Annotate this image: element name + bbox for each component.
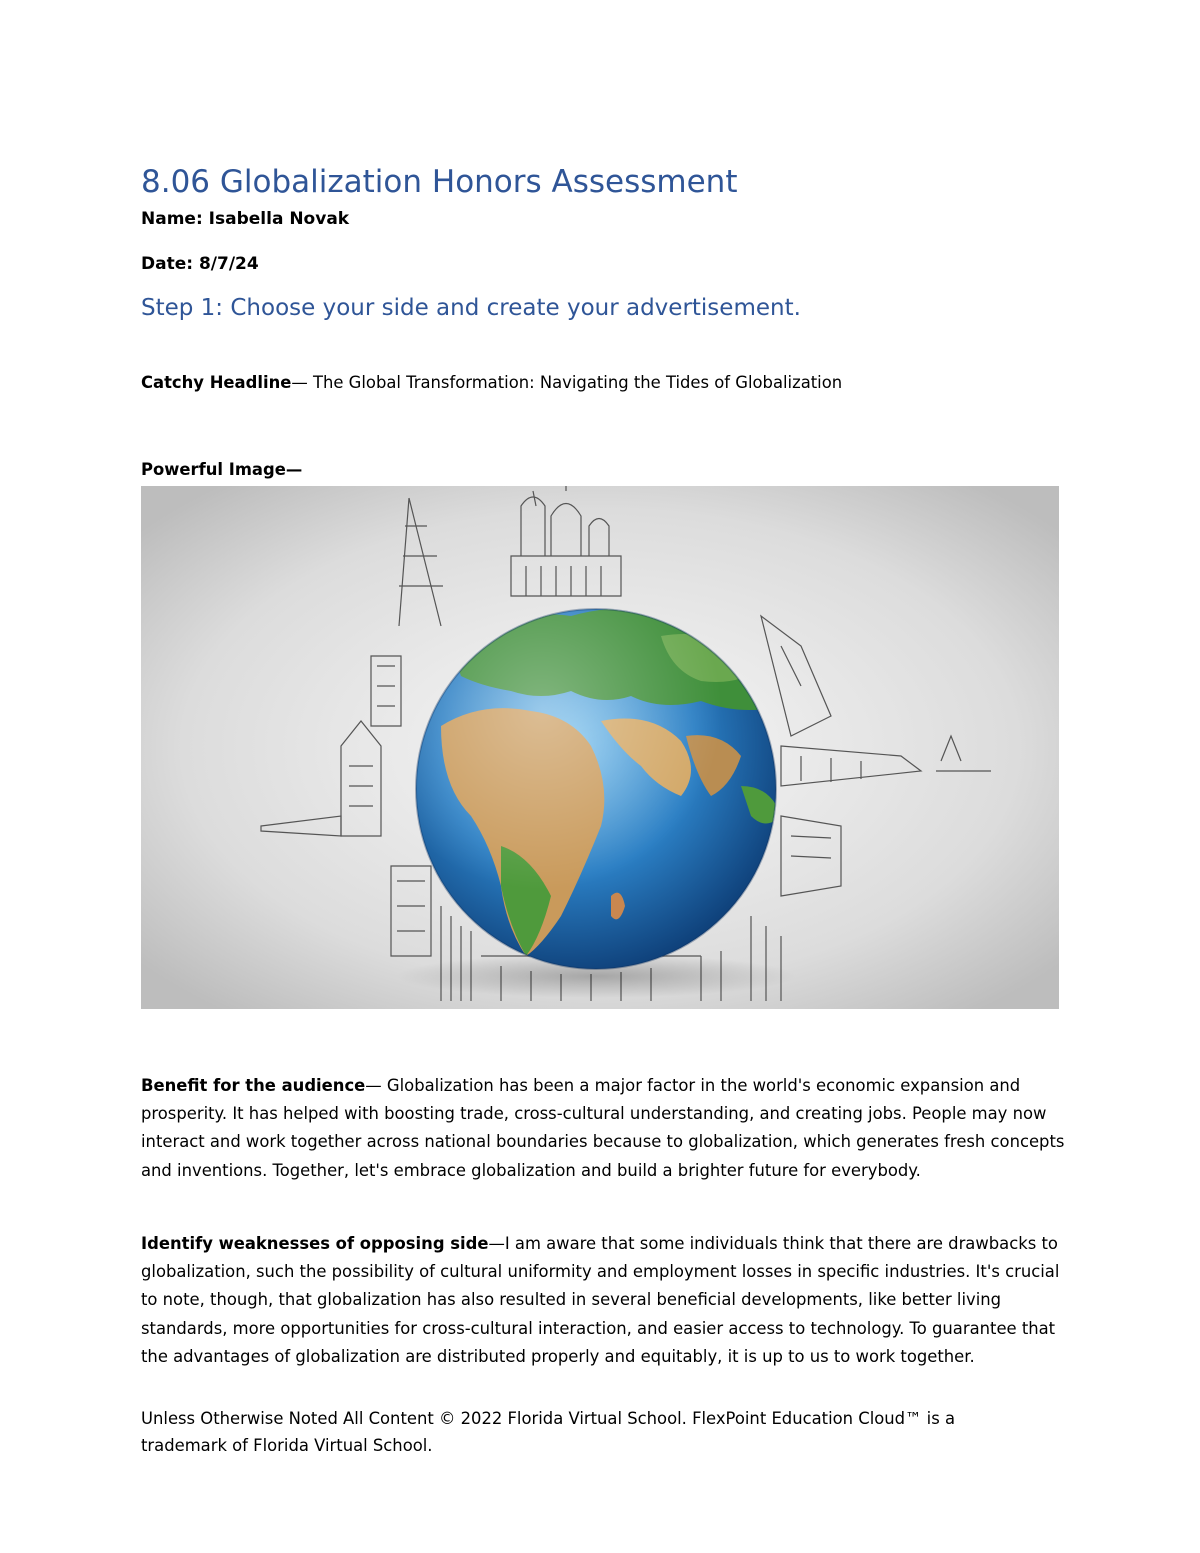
benefit-separator: — xyxy=(365,1076,387,1095)
document-title: 8.06 Globalization Honors Assessment xyxy=(141,164,738,200)
image-label: Powerful Image— xyxy=(141,460,303,479)
headline-separator: — xyxy=(291,373,313,392)
name-label: Name: xyxy=(141,209,203,229)
benefit-text: Globalization has been a major factor in the world's economic expansion and prosperity. It has helped with boosting trade, cross-cultural understanding, and creating jobs. People may now interact and work together across national boundaries because to globalization, which generates fresh concepts and inventions. Together, let's embrace globalization and build a brighter future for everybody. xyxy=(141,1076,1065,1180)
copyright-footer: Unless Otherwise Noted All Content © 2022 Florida Virtual School. FlexPoint Education Cloud™ is a trademark of Florida Virtual School. xyxy=(141,1409,956,1455)
name-value: Isabella Novak xyxy=(208,209,350,229)
image-label-paragraph xyxy=(141,456,1071,484)
weakness-label: Identify weaknesses of opposing side xyxy=(141,1234,489,1253)
globe-image xyxy=(141,486,1059,1009)
step-heading: Step 1: Choose your side and create your advertisement. xyxy=(141,295,801,321)
benefit-paragraph xyxy=(141,1072,1071,1185)
weakness-separator: — xyxy=(488,1234,505,1253)
headline-paragraph xyxy=(141,369,1071,397)
headline-label: Catchy Headline xyxy=(141,373,292,392)
date-line xyxy=(141,252,259,276)
date-value: 8/7/24 xyxy=(198,254,259,274)
name-line xyxy=(141,207,349,231)
benefit-label: Benefit for the audience xyxy=(141,1076,366,1095)
weakness-paragraph xyxy=(141,1230,1071,1371)
date-label: Date: xyxy=(141,254,194,274)
headline-text: The Global Transformation: Navigating the Tides of Globalization xyxy=(312,373,843,392)
weakness-text: I am aware that some individuals think that there are drawbacks to globalization, such the possibility of cultural uniformity and employment losses in specific industries. It's crucial to note, though, that globalization has also resulted in several beneficial developments, like better living standards, more opportunities for cross-cultural interaction, and easier access to technology. To guarantee that the advantages of globalization are distributed properly and equitably, it is up to us to work together. xyxy=(141,1234,1060,1366)
